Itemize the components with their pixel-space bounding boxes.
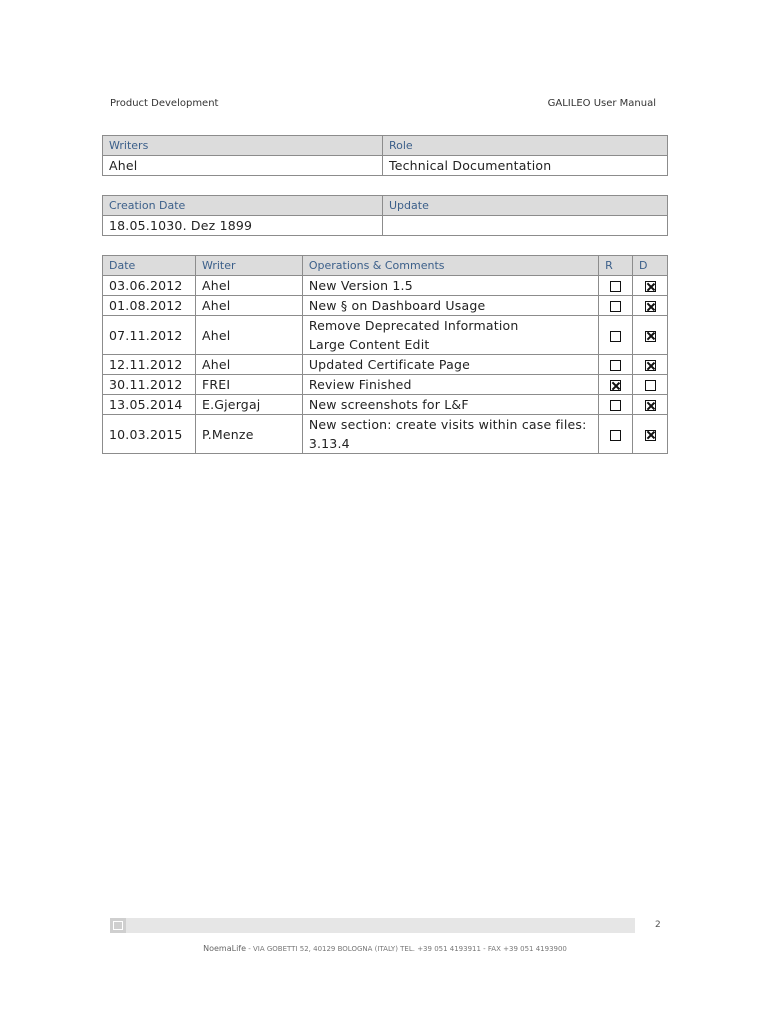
writers-table	[102, 135, 668, 176]
operation-line: New § on Dashboard Usage	[308, 298, 486, 313]
history-date-cell: 01.08.2012	[103, 296, 196, 316]
unchecked-box-icon	[610, 301, 621, 312]
update-cell	[383, 216, 668, 236]
history-r-cell	[599, 276, 633, 296]
checked-box-icon	[645, 400, 656, 411]
history-d-cell	[633, 316, 668, 355]
checked-box-icon	[645, 281, 656, 292]
operation-line: Updated Certificate Page	[308, 357, 470, 372]
writer-cell: Ahel	[103, 156, 383, 176]
role-cell: Technical Documentation	[383, 156, 668, 176]
update-header: Update	[383, 196, 668, 216]
history-date-cell: 10.03.2015	[103, 415, 196, 454]
footer-brand: NoemaLife	[203, 944, 247, 953]
history-writer-cell: Ahel	[195, 276, 302, 296]
checked-box-icon	[645, 430, 656, 441]
history-row	[103, 296, 668, 316]
operations-header: Operations & Comments	[302, 256, 598, 276]
history-row	[103, 395, 668, 415]
operation-line: Large Content Edit	[308, 337, 430, 352]
creation-date-header: Creation Date	[103, 196, 383, 216]
history-date-cell: 30.11.2012	[103, 375, 196, 395]
history-r-cell	[599, 415, 633, 454]
checked-box-icon	[645, 331, 656, 342]
history-date-cell: 03.06.2012	[103, 276, 196, 296]
history-row	[103, 316, 668, 355]
history-date-cell: 13.05.2014	[103, 395, 196, 415]
history-r-cell	[599, 355, 633, 375]
revision-history-table	[102, 255, 668, 454]
footer-logo-icon	[110, 918, 126, 933]
header-right: GALILEO User Manual	[547, 98, 656, 109]
history-r-cell	[599, 296, 633, 316]
history-d-cell	[633, 415, 668, 454]
operation-line: Remove Deprecated Information	[308, 318, 519, 333]
footer-address-text: - VIA GOBETTI 52, 40129 BOLOGNA (ITALY) TEL. +39 051 4193911 - FAX +39 051 4193900	[246, 945, 567, 953]
history-writer-cell: Ahel	[195, 316, 302, 355]
history-row	[103, 415, 668, 454]
history-d-cell	[633, 355, 668, 375]
history-date-cell: 12.11.2012	[103, 355, 196, 375]
date-header: Date	[103, 256, 196, 276]
history-d-cell	[633, 296, 668, 316]
history-writer-cell: E.Gjergaj	[195, 395, 302, 415]
history-operations-cell	[302, 276, 598, 296]
history-r-cell	[599, 375, 633, 395]
history-writer-cell: P.Menze	[195, 415, 302, 454]
writers-header: Writers	[103, 136, 383, 156]
checked-box-icon	[610, 380, 621, 391]
unchecked-box-icon	[610, 360, 621, 371]
history-writer-cell: Ahel	[195, 296, 302, 316]
footer-address	[0, 944, 770, 953]
history-d-cell	[633, 276, 668, 296]
history-date-cell: 07.11.2012	[103, 316, 196, 355]
operation-line: New screenshots for L&F	[308, 397, 469, 412]
revision-history-body	[103, 276, 668, 454]
history-operations-cell	[302, 316, 598, 355]
history-operations-cell	[302, 415, 598, 454]
operation-line: New Version 1.5	[308, 278, 413, 293]
history-writer-cell: Ahel	[195, 355, 302, 375]
operation-line: Review Finished	[308, 377, 412, 392]
history-d-cell	[633, 395, 668, 415]
history-operations-cell	[302, 395, 598, 415]
history-row	[103, 355, 668, 375]
unchecked-box-icon	[610, 331, 621, 342]
r-header: R	[599, 256, 633, 276]
operation-line: 3.13.4	[308, 436, 350, 451]
history-row	[103, 375, 668, 395]
history-writer-cell: FREI	[195, 375, 302, 395]
d-header: D	[633, 256, 668, 276]
history-operations-cell	[302, 375, 598, 395]
creation-date-cell: 18.05.1030. Dez 1899	[103, 216, 383, 236]
page-number: 2	[655, 920, 661, 930]
header-left: Product Development	[110, 98, 219, 109]
unchecked-box-icon	[610, 430, 621, 441]
writer-header: Writer	[195, 256, 302, 276]
footer-bar	[110, 918, 635, 933]
history-d-cell	[633, 375, 668, 395]
history-operations-cell	[302, 355, 598, 375]
unchecked-box-icon	[610, 281, 621, 292]
role-header: Role	[383, 136, 668, 156]
unchecked-box-icon	[610, 400, 621, 411]
unchecked-box-icon	[645, 380, 656, 391]
history-r-cell	[599, 316, 633, 355]
checked-box-icon	[645, 301, 656, 312]
creation-table	[102, 195, 668, 236]
history-operations-cell	[302, 296, 598, 316]
operation-line: New section: create visits within case files:	[308, 417, 587, 432]
history-r-cell	[599, 395, 633, 415]
history-row	[103, 276, 668, 296]
checked-box-icon	[645, 360, 656, 371]
